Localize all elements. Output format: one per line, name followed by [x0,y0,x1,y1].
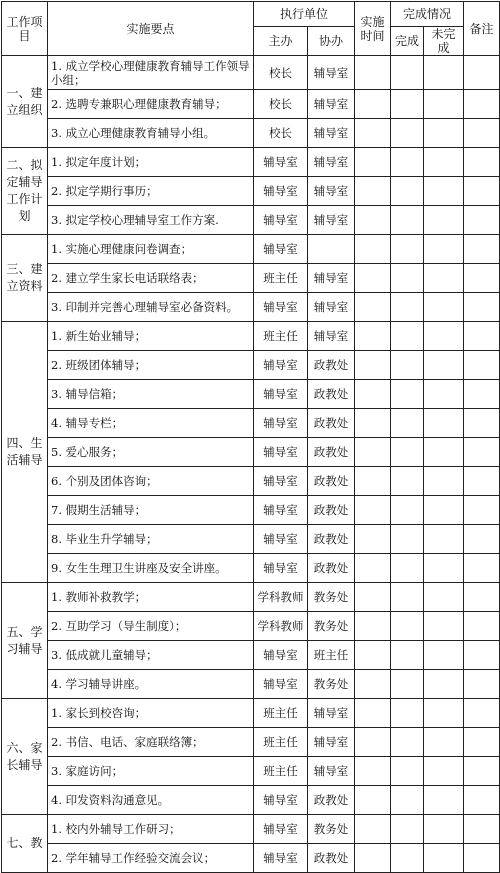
table-row [2,815,500,844]
lead-unit-cell: 校长 [254,119,308,148]
assist-unit-cell: 教务处 [308,815,355,844]
table-row [2,757,500,786]
time-cell [355,525,391,554]
assist-unit-cell: 辅导室 [308,757,355,786]
table-row [2,351,500,380]
table-row [2,380,500,409]
assist-unit-cell: 辅导室 [308,119,355,148]
time-cell [355,438,391,467]
time-cell [355,844,391,873]
done-cell [391,554,424,583]
assist-unit-cell: 政教处 [308,496,355,525]
header-undone: 未完成 [424,27,464,56]
note-cell [464,641,500,670]
item-cell: 2. 学年辅导工作经验交流会议； [48,844,254,873]
header-time: 实施时间 [355,2,391,56]
time-cell [355,583,391,612]
item-cell: 5. 爱心服务； [48,438,254,467]
lead-unit-cell: 辅导室 [254,467,308,496]
time-cell [355,177,391,206]
note-cell [464,438,500,467]
undone-cell [424,583,464,612]
done-cell [391,844,424,873]
table-row [2,90,500,119]
lead-unit-cell: 辅导室 [254,177,308,206]
undone-cell [424,670,464,699]
item-cell: 2. 选聘专兼职心理健康教育辅导； [48,90,254,119]
item-cell: 3. 辅导信箱； [48,380,254,409]
done-cell [391,757,424,786]
undone-cell [424,496,464,525]
table-row [2,322,500,351]
work-plan-table [1,1,500,873]
assist-unit-cell: 政教处 [308,525,355,554]
done-cell [391,56,424,90]
table-body [2,2,500,873]
undone-cell [424,641,464,670]
time-cell [355,815,391,844]
assist-unit-cell: 辅导室 [308,699,355,728]
item-cell: 1. 校内外辅导工作研习； [48,815,254,844]
undone-cell [424,322,464,351]
note-cell [464,351,500,380]
item-cell: 4. 辅导专栏； [48,409,254,438]
done-cell [391,409,424,438]
undone-cell [424,844,464,873]
lead-unit-cell: 辅导室 [254,786,308,815]
assist-unit-cell: 班主任 [308,641,355,670]
done-cell [391,380,424,409]
note-cell [464,757,500,786]
done-cell [391,438,424,467]
note-cell [464,525,500,554]
note-cell [464,670,500,699]
done-cell [391,235,424,264]
table-row [2,148,500,177]
item-cell: 3. 拟定学校心理辅导室工作方案. [48,206,254,235]
lead-unit-cell: 班主任 [254,322,308,351]
table-row [2,670,500,699]
note-cell [464,322,500,351]
lead-unit-cell: 校长 [254,90,308,119]
table-row [2,293,500,322]
category-cell: 一、建立组织 [2,56,48,148]
assist-unit-cell: 辅导室 [308,90,355,119]
header-status: 完成情况 [391,2,464,27]
done-cell [391,496,424,525]
undone-cell [424,119,464,148]
assist-unit-cell: 政教处 [308,786,355,815]
undone-cell [424,293,464,322]
table-row [2,409,500,438]
note-cell [464,177,500,206]
assist-unit-cell: 辅导室 [308,728,355,757]
done-cell [391,206,424,235]
lead-unit-cell: 辅导室 [254,525,308,554]
category-cell: 七、教 [2,815,48,873]
note-cell [464,293,500,322]
note-cell [464,728,500,757]
item-cell: 3. 低成就儿童辅导； [48,641,254,670]
time-cell [355,612,391,641]
time-cell [355,235,391,264]
note-cell [464,554,500,583]
lead-unit-cell: 辅导室 [254,293,308,322]
table-row [2,844,500,873]
time-cell [355,322,391,351]
done-cell [391,264,424,293]
header-lead: 主办 [254,27,308,56]
done-cell [391,148,424,177]
undone-cell [424,815,464,844]
done-cell [391,728,424,757]
done-cell [391,119,424,148]
item-cell: 6. 个别及团体咨询； [48,467,254,496]
done-cell [391,467,424,496]
note-cell [464,815,500,844]
lead-unit-cell: 辅导室 [254,206,308,235]
undone-cell [424,438,464,467]
done-cell [391,322,424,351]
undone-cell [424,264,464,293]
note-cell [464,699,500,728]
done-cell [391,90,424,119]
lead-unit-cell: 班主任 [254,699,308,728]
time-cell [355,670,391,699]
time-cell [355,554,391,583]
time-cell [355,409,391,438]
done-cell [391,525,424,554]
item-cell: 2. 拟定学期行事历； [48,177,254,206]
assist-unit-cell: 政教处 [308,554,355,583]
item-cell: 4. 印发资料沟通意见。 [48,786,254,815]
item-cell: 4. 学习辅导讲座。 [48,670,254,699]
time-cell [355,264,391,293]
lead-unit-cell: 学科教师 [254,583,308,612]
assist-unit-cell: 辅导室 [308,322,355,351]
table-row [2,583,500,612]
item-cell: 2. 书信、电话、家庭联络簿； [48,728,254,757]
table-row [2,264,500,293]
time-cell [355,699,391,728]
time-cell [355,206,391,235]
lead-unit-cell: 校长 [254,56,308,90]
lead-unit-cell: 辅导室 [254,409,308,438]
note-cell [464,467,500,496]
undone-cell [424,525,464,554]
header-points: 实施要点 [48,2,254,56]
undone-cell [424,380,464,409]
note-cell [464,235,500,264]
assist-unit-cell: 辅导室 [308,264,355,293]
lead-unit-cell: 学科教师 [254,612,308,641]
table-row [2,699,500,728]
item-cell: 1. 实施心理健康问卷调查； [48,235,254,264]
note-cell [464,380,500,409]
item-cell: 3. 成立心理健康教育辅导小组。 [48,119,254,148]
done-cell [391,699,424,728]
assist-unit-cell: 教务处 [308,612,355,641]
undone-cell [424,235,464,264]
note-cell [464,786,500,815]
header-assist: 协办 [308,27,355,56]
header-category: 工作项目 [2,2,48,56]
lead-unit-cell: 辅导室 [254,351,308,380]
assist-unit-cell: 政教处 [308,380,355,409]
item-cell: 1. 成立学校心理健康教育辅导工作领导小组； [48,56,254,90]
time-cell [355,786,391,815]
time-cell [355,293,391,322]
assist-unit-cell: 政教处 [308,409,355,438]
done-cell [391,815,424,844]
note-cell [464,496,500,525]
item-cell: 1. 教师补救教学； [48,583,254,612]
time-cell [355,380,391,409]
lead-unit-cell: 辅导室 [254,554,308,583]
done-cell [391,670,424,699]
time-cell [355,351,391,380]
item-cell: 9. 女生生理卫生讲座及安全讲座。 [48,554,254,583]
lead-unit-cell: 班主任 [254,728,308,757]
time-cell [355,467,391,496]
done-cell [391,612,424,641]
header-unit: 执行单位 [254,2,355,27]
table-row [2,786,500,815]
table-row [2,525,500,554]
undone-cell [424,728,464,757]
time-cell [355,641,391,670]
undone-cell [424,206,464,235]
table-row [2,235,500,264]
time-cell [355,496,391,525]
time-cell [355,90,391,119]
assist-unit-cell: 政教处 [308,467,355,496]
category-cell: 五、学习辅导 [2,583,48,699]
note-cell [464,90,500,119]
time-cell [355,757,391,786]
category-cell: 三、建立资料 [2,235,48,322]
done-cell [391,583,424,612]
lead-unit-cell: 辅导室 [254,438,308,467]
table-row [2,119,500,148]
time-cell [355,728,391,757]
item-cell: 2. 互助学习（导生制度）； [48,612,254,641]
undone-cell [424,90,464,119]
lead-unit-cell: 班主任 [254,264,308,293]
note-cell [464,119,500,148]
note-cell [464,583,500,612]
assist-unit-cell: 辅导室 [308,206,355,235]
undone-cell [424,699,464,728]
assist-unit-cell: 政教处 [308,438,355,467]
lead-unit-cell: 辅导室 [254,670,308,699]
table-row [2,438,500,467]
note-cell [464,56,500,90]
assist-unit-cell: 政教处 [308,844,355,873]
lead-unit-cell: 辅导室 [254,641,308,670]
time-cell [355,56,391,90]
time-cell [355,119,391,148]
undone-cell [424,757,464,786]
table-row [2,554,500,583]
table-row [2,177,500,206]
header-note: 备注 [464,2,500,56]
note-cell [464,844,500,873]
assist-unit-cell: 辅导室 [308,177,355,206]
lead-unit-cell: 辅导室 [254,496,308,525]
time-cell [355,148,391,177]
item-cell: 8. 毕业生升学辅导； [48,525,254,554]
lead-unit-cell: 辅导室 [254,815,308,844]
undone-cell [424,612,464,641]
note-cell [464,409,500,438]
done-cell [391,177,424,206]
category-cell: 六、家长辅导 [2,699,48,815]
header-row-1 [2,2,500,27]
item-cell: 7. 假期生活辅导； [48,496,254,525]
assist-unit-cell: 教务处 [308,583,355,612]
note-cell [464,612,500,641]
item-cell: 1. 新生始业辅导； [48,322,254,351]
undone-cell [424,786,464,815]
assist-unit-cell: 辅导室 [308,56,355,90]
assist-unit-cell: 政教处 [308,351,355,380]
lead-unit-cell: 辅导室 [254,380,308,409]
undone-cell [424,409,464,438]
item-cell: 2. 班级团体辅导； [48,351,254,380]
assist-unit-cell [308,235,355,264]
assist-unit-cell: 教务处 [308,670,355,699]
table-row [2,496,500,525]
category-cell: 二、拟定辅导工作计划 [2,148,48,235]
undone-cell [424,148,464,177]
undone-cell [424,467,464,496]
done-cell [391,351,424,380]
undone-cell [424,177,464,206]
table-row [2,641,500,670]
lead-unit-cell: 辅导室 [254,235,308,264]
note-cell [464,148,500,177]
item-cell: 1. 拟定年度计划； [48,148,254,177]
note-cell [464,264,500,293]
item-cell: 3. 家庭访问； [48,757,254,786]
table-row [2,56,500,90]
table-row [2,206,500,235]
item-cell: 1. 家长到校咨询； [48,699,254,728]
lead-unit-cell: 辅导室 [254,844,308,873]
table-row [2,728,500,757]
done-cell [391,641,424,670]
item-cell: 2. 建立学生家长电话联络表； [48,264,254,293]
lead-unit-cell: 班主任 [254,757,308,786]
done-cell [391,293,424,322]
category-cell: 四、生活辅导 [2,322,48,583]
undone-cell [424,351,464,380]
assist-unit-cell: 辅导室 [308,148,355,177]
undone-cell [424,554,464,583]
done-cell [391,786,424,815]
item-cell: 3. 印制并完善心理辅导室必备资料。 [48,293,254,322]
assist-unit-cell: 辅导室 [308,293,355,322]
table-row [2,467,500,496]
note-cell [464,206,500,235]
header-done: 完成 [391,27,424,56]
lead-unit-cell: 辅导室 [254,148,308,177]
table-row [2,612,500,641]
undone-cell [424,56,464,90]
